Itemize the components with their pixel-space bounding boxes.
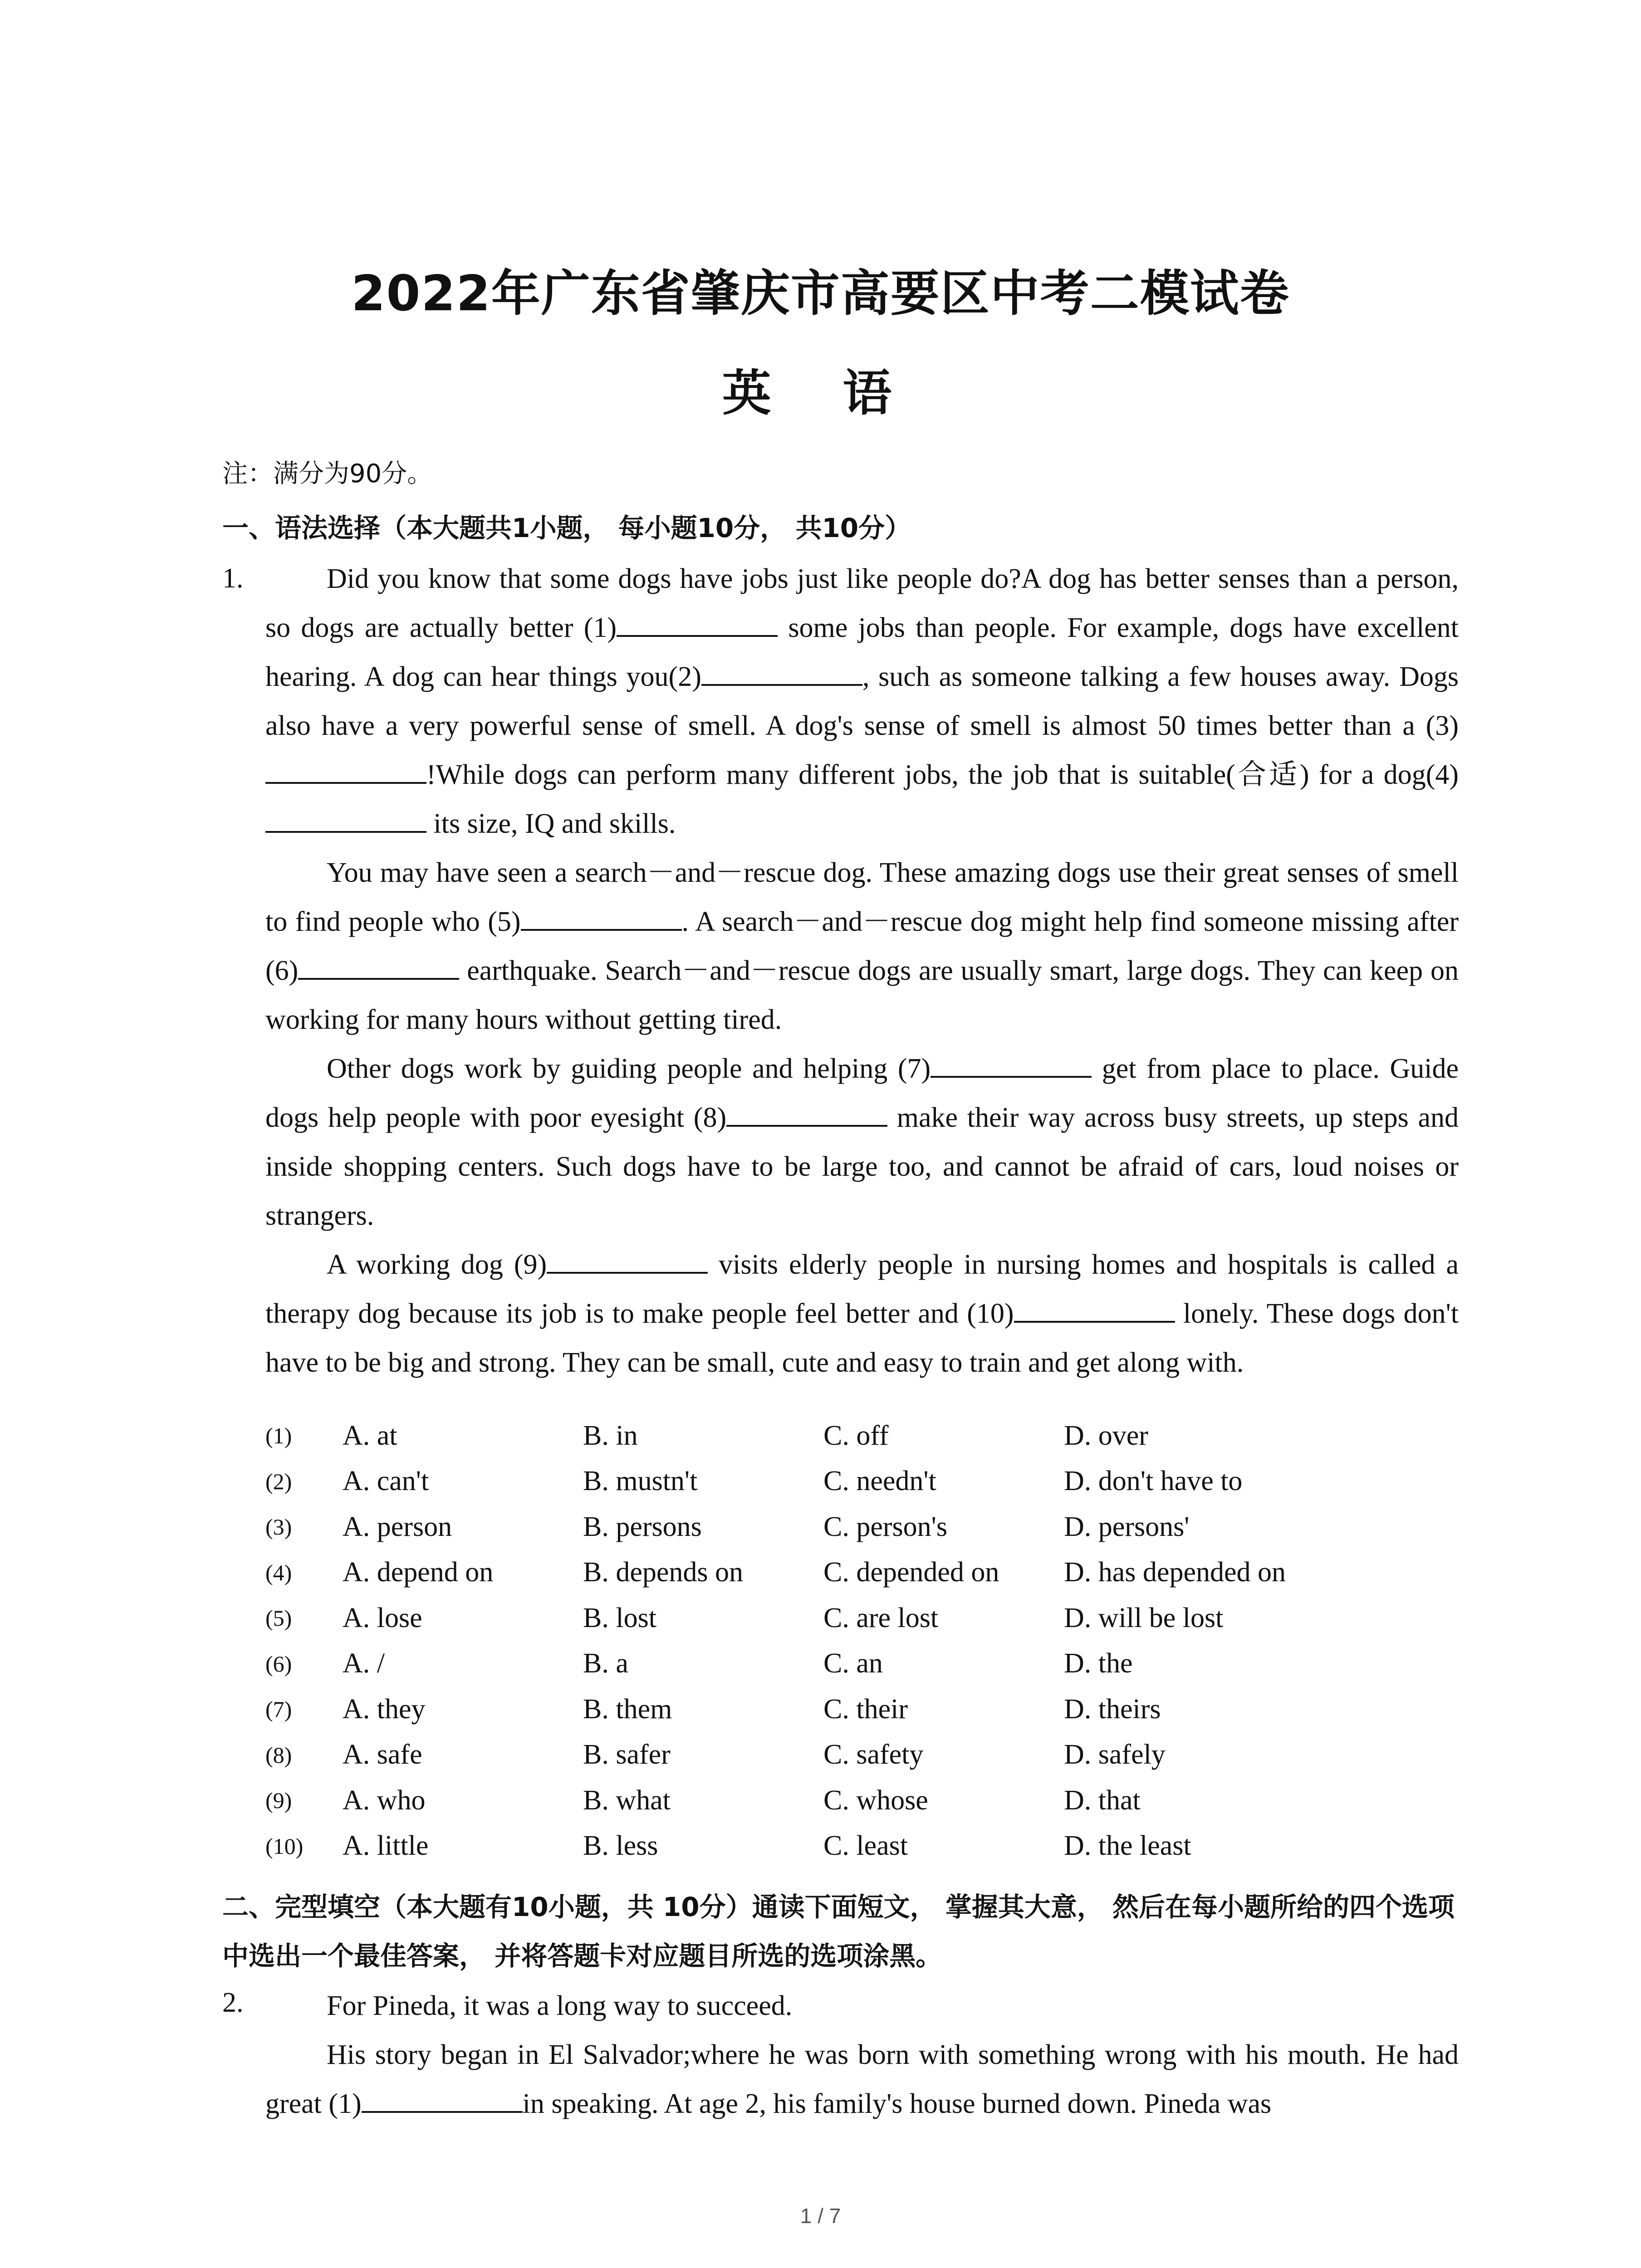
option-row: (2) A. can't B. mustn't C. needn't D. don't have to	[265, 1459, 1304, 1505]
option-row: (4) A. depend on B. depends on C. depended on D. has depended on	[265, 1550, 1304, 1596]
exam-subject: 英 语	[722, 365, 919, 422]
option-row: (7) A. they B. them C. their D. theirs	[265, 1686, 1304, 1732]
option-row: (6) A. / B. a C. an D. the	[265, 1641, 1304, 1687]
option-row: (1) A. at B. in C. off D. over	[265, 1413, 1304, 1459]
blank-10	[1014, 1300, 1175, 1323]
option-b[interactable]: B. what	[583, 1784, 671, 1816]
passage-paragraph-4: A working dog (9) visits elderly people in nursing homes and hospitals is called a therapy dog because its job is to make people feel better and (10) lonely. These dogs don't have to be big and strong. They can be small, cute and easy to train and get along with.	[265, 1249, 1459, 1378]
question2-number: 2.	[222, 1987, 244, 2018]
option-c[interactable]: C. off	[823, 1420, 889, 1451]
option-row: (9) A. who B. what C. whose D. that	[265, 1778, 1304, 1823]
blank-5	[521, 908, 682, 931]
option-a[interactable]: A. they	[343, 1693, 426, 1725]
blank-8	[726, 1104, 887, 1127]
page-number: 1 / 7	[800, 2204, 841, 2228]
options-table	[265, 1413, 1304, 1869]
option-c[interactable]: C. safety	[823, 1739, 924, 1770]
option-a[interactable]: A. lose	[343, 1602, 422, 1633]
option-d[interactable]: D. that	[1064, 1784, 1141, 1816]
option-d[interactable]: D. over	[1064, 1420, 1148, 1451]
option-a[interactable]: A. who	[343, 1784, 426, 1816]
option-d[interactable]: D. the least	[1064, 1830, 1191, 1862]
option-b[interactable]: B. in	[583, 1420, 638, 1451]
option-c[interactable]: C. their	[823, 1693, 908, 1725]
option-b[interactable]: B. lost	[583, 1602, 656, 1633]
passage-paragraph-1: Did you know that some dogs have jobs just like people do?A dog has better senses than a person, so dogs are actually better (1) some jobs than people. For example, dogs have excellent hearing. A dog can hear things you(2) , such as someone talking a few houses away. Dogs also have a very powerful sense of smell. A dog's sense of smell is almost 50 times better than a (3)!While dogs can perform many different jobs, the job that is suitable(合适) for a dog(4) its size, IQ and skills.	[265, 563, 1459, 839]
score-note: 注：满分为90分。	[222, 459, 433, 489]
passage2-line-1: For Pineda, it was a long way to succeed.	[327, 1990, 793, 2021]
option-a[interactable]: A. can't	[343, 1466, 429, 1497]
option-c[interactable]: C. whose	[823, 1784, 928, 1816]
section1-heading: 一、语法选择（本大题共1小题， 每小题10分， 共10分）	[222, 513, 911, 543]
option-d[interactable]: D. theirs	[1064, 1693, 1161, 1725]
option-c[interactable]: C. depended on	[823, 1557, 999, 1588]
option-b[interactable]: B. mustn't	[583, 1466, 698, 1497]
blank-6	[298, 957, 459, 980]
question2-passage	[265, 1981, 1459, 2128]
passage-paragraph-3: Other dogs work by guiding people and helping (7) get from place to place. Guide dogs help people with poor eyesight (8) make their way across busy streets, up steps and inside shopping centers. Such dogs have to be large too, and cannot be afraid of cars, loud noises or strangers.	[265, 1053, 1459, 1231]
option-b[interactable]: B. a	[583, 1648, 628, 1679]
blank-3	[265, 761, 426, 784]
blank-1	[617, 614, 778, 637]
option-a[interactable]: A. little	[343, 1830, 429, 1862]
question1-passage	[265, 554, 1459, 1387]
question1-number: 1.	[222, 563, 244, 594]
option-b[interactable]: B. persons	[583, 1511, 702, 1542]
option-d[interactable]: D. persons'	[1064, 1511, 1190, 1542]
option-d[interactable]: D. safely	[1064, 1739, 1166, 1770]
blank-4	[265, 810, 426, 833]
exam-title: 2022年广东省肇庆市高要区中考二模试卷	[351, 265, 1290, 322]
blank-2-1	[362, 2090, 523, 2113]
option-b[interactable]: B. them	[583, 1693, 672, 1725]
blank-7	[931, 1055, 1092, 1078]
option-b[interactable]: B. less	[583, 1830, 658, 1862]
option-d[interactable]: D. the	[1064, 1648, 1133, 1679]
option-c[interactable]: C. are lost	[823, 1602, 939, 1633]
passage-paragraph-2: You may have seen a search－and－rescue dog. These amazing dogs use their great senses of smell to find people who (5) . A search－and－rescue dog might help find someone missing after (6) earthquake. Search－and－rescue dogs are usually smart, large dogs. They can keep on working for many hours without getting tired.	[265, 857, 1459, 1035]
option-b[interactable]: B. safer	[583, 1739, 671, 1770]
option-c[interactable]: C. least	[823, 1830, 908, 1862]
option-c[interactable]: C. an	[823, 1648, 883, 1679]
option-b[interactable]: B. depends on	[583, 1557, 744, 1588]
option-a[interactable]: A. /	[343, 1648, 385, 1679]
section2-heading: 二、完型填空（本大题有10小题，共 10分）通读下面短文， 掌握其大意， 然后在每小题所给的四个选项中选出一个最佳答案， 并将答题卡对应题目所选的选项涂黑。	[222, 1892, 1455, 1971]
option-c[interactable]: C. needn't	[823, 1466, 936, 1497]
option-d[interactable]: D. don't have to	[1064, 1466, 1243, 1497]
option-a[interactable]: A. depend on	[343, 1557, 494, 1588]
option-a[interactable]: A. person	[343, 1511, 452, 1542]
option-d[interactable]: D. has depended on	[1064, 1557, 1286, 1588]
blank-9	[547, 1251, 708, 1274]
option-c[interactable]: C. person's	[823, 1511, 947, 1542]
option-a[interactable]: A. safe	[343, 1739, 422, 1770]
option-d[interactable]: D. will be lost	[1064, 1602, 1224, 1633]
option-row: (5) A. lose B. lost C. are lost D. will be lost	[265, 1595, 1304, 1641]
option-row: (3) A. person B. persons C. person's D. persons'	[265, 1504, 1304, 1550]
passage2-paragraph: His story began in El Salvador;where he was born with something wrong with his mouth. He had great (1) in speaking. At age 2, his family's house burned down. Pineda was	[265, 2039, 1459, 2119]
blank-2	[701, 663, 862, 686]
option-row: (8) A. safe B. safer C. safety D. safely	[265, 1732, 1304, 1778]
option-row: (10) A. little B. less C. least D. the least	[265, 1823, 1304, 1869]
option-a[interactable]: A. at	[343, 1420, 397, 1451]
